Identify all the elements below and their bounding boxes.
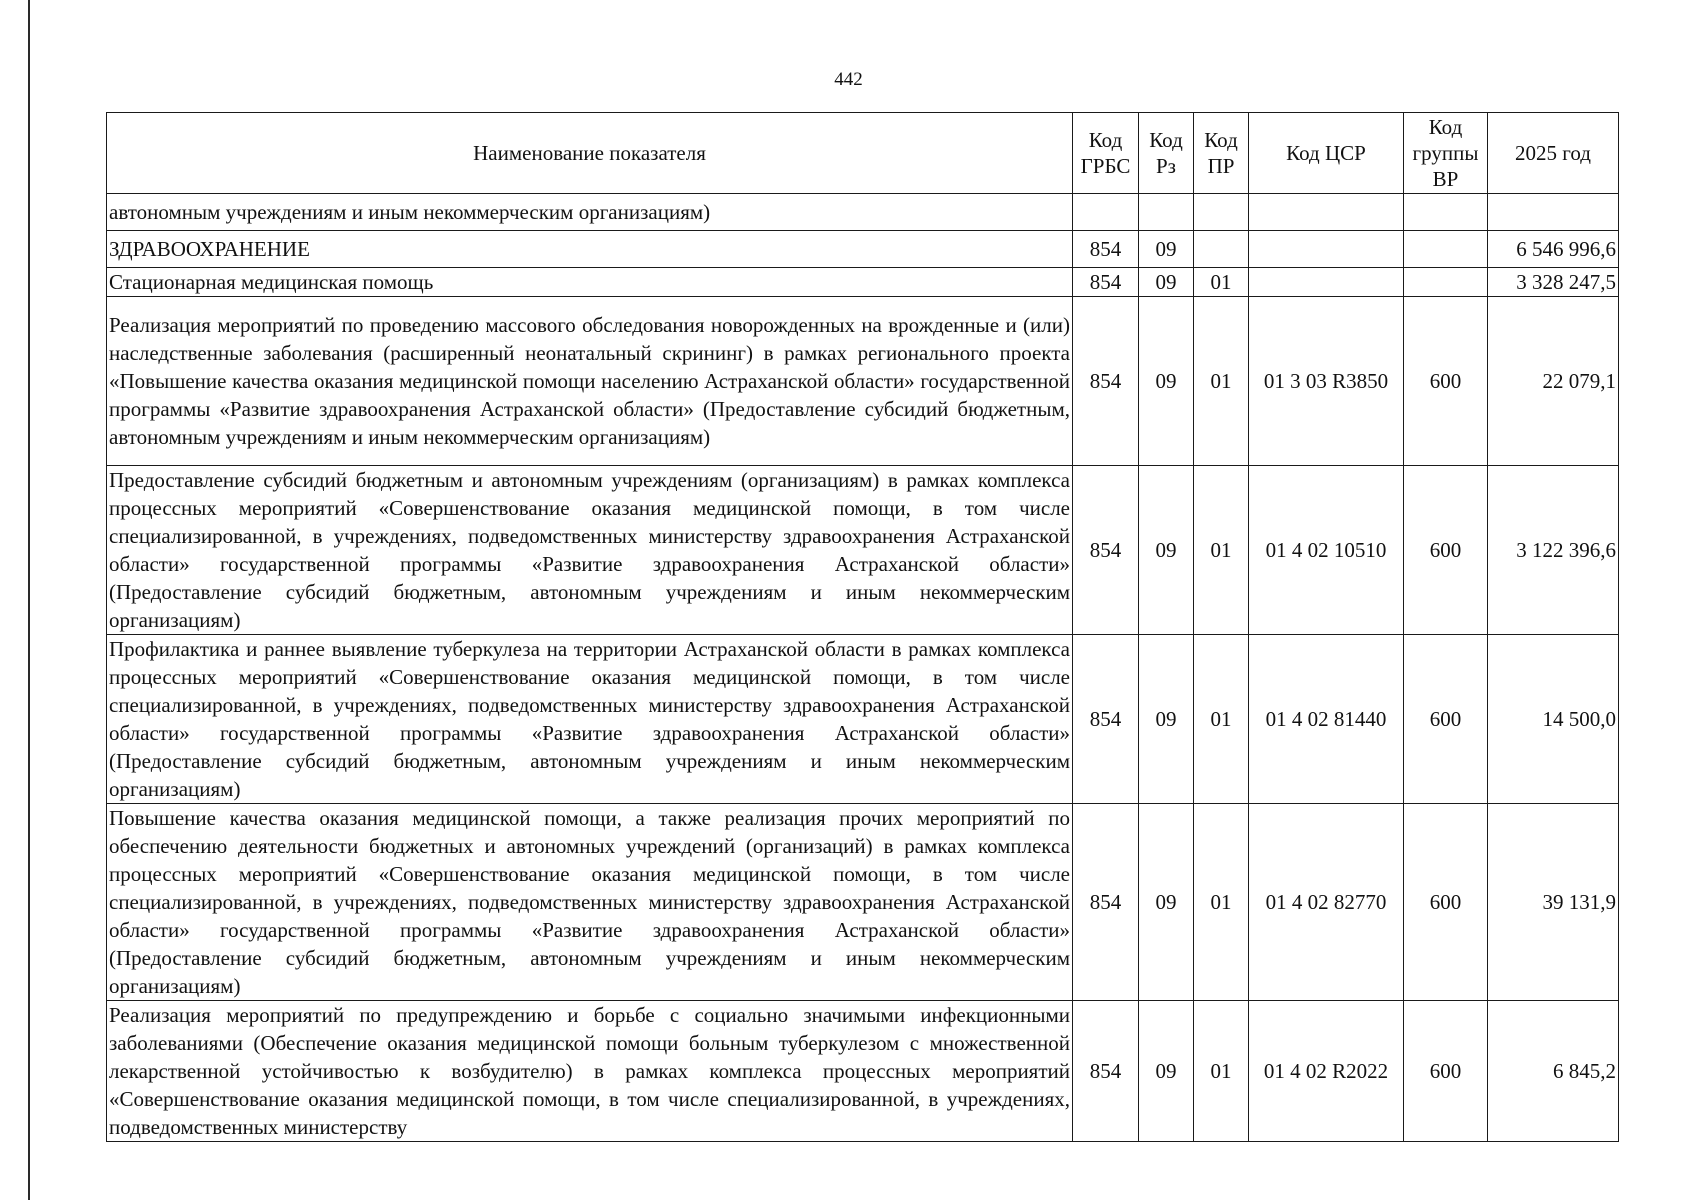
cell-vr <box>1404 231 1488 268</box>
header-grbs: Код ГРБС <box>1073 113 1139 194</box>
table-row <box>107 231 1619 268</box>
cell-name: Реализация мероприятий по проведению массового обследования новорожденных на врожденные и (или) наследственные заболевания (расширенный неонатальный скрининг) в рамках регионального проекта «Повышение качества оказания медицинской помощи населению Астраханской области» государственной программы «Развитие здравоохранения Астраханской области» (Предоставление субсидий бюджетным, автономным учреждениям и иным некоммерческим организациям) <box>107 297 1073 466</box>
cell-grbs: 854 <box>1073 466 1139 635</box>
table-header <box>107 113 1619 194</box>
budget-table <box>106 112 1619 1142</box>
cell-vr: 600 <box>1404 466 1488 635</box>
cell-grbs: 854 <box>1073 297 1139 466</box>
cell-grbs: 854 <box>1073 1001 1139 1142</box>
table-row <box>107 1001 1619 1142</box>
cell-name: Предоставление субсидий бюджетным и автономным учреждениям (организациям) в рамках комплекса процессных мероприятий «Совершенствование оказания медицинской помощи, в том числе специализированной, в учреждениях, подведомственных министерству здравоохранения Астраханской области» государственной программы «Развитие здравоохранения Астраханской области» (Предоставление субсидий бюджетным, автономным учреждениям и иным некоммерческим организациям) <box>107 466 1073 635</box>
cell-csr: 01 4 02 81440 <box>1249 635 1404 804</box>
header-pr: Код ПР <box>1194 113 1249 194</box>
cell-rz <box>1139 194 1194 231</box>
cell-grbs: 854 <box>1073 268 1139 297</box>
page-number: 442 <box>834 69 863 90</box>
cell-name: Стационарная медицинская помощь <box>107 268 1073 297</box>
cell-name: автономным учреждениям и иным некоммерческим организациям) <box>107 194 1073 231</box>
cell-pr: 01 <box>1194 466 1249 635</box>
cell-csr: 01 4 02 R2022 <box>1249 1001 1404 1142</box>
cell-csr: 01 4 02 10510 <box>1249 466 1404 635</box>
cell-sum: 3 328 247,5 <box>1488 268 1619 297</box>
cell-pr: 01 <box>1194 1001 1249 1142</box>
cell-csr <box>1249 194 1404 231</box>
cell-vr: 600 <box>1404 297 1488 466</box>
table-row <box>107 466 1619 635</box>
cell-name: Повышение качества оказания медицинской помощи, а также реализация прочих мероприятий по обеспечению деятельности бюджетных и автономных учреждений (организаций) в рамках комплекса процессных мероприятий «Совершенствование оказания медицинской помощи, в том числе специализированной, в учреждениях, подведомственных министерству здравоохранения Астраханской области» государственной программы «Развитие здравоохранения Астраханской области» (Предоставление субсидий бюджетным, автономным учреждениям и иным некоммерческим организациям) <box>107 804 1073 1001</box>
cell-rz: 09 <box>1139 804 1194 1001</box>
cell-pr: 01 <box>1194 635 1249 804</box>
cell-grbs <box>1073 194 1139 231</box>
cell-pr <box>1194 194 1249 231</box>
header-name: Наименование показателя <box>107 113 1073 194</box>
table-row <box>107 268 1619 297</box>
cell-rz: 09 <box>1139 297 1194 466</box>
cell-grbs: 854 <box>1073 635 1139 804</box>
cell-vr: 600 <box>1404 804 1488 1001</box>
cell-vr: 600 <box>1404 1001 1488 1142</box>
header-vr: Код группы ВР <box>1404 113 1488 194</box>
cell-vr <box>1404 194 1488 231</box>
cell-sum: 6 546 996,6 <box>1488 231 1619 268</box>
cell-sum: 39 131,9 <box>1488 804 1619 1001</box>
cell-pr: 01 <box>1194 804 1249 1001</box>
cell-pr: 01 <box>1194 268 1249 297</box>
cell-grbs: 854 <box>1073 804 1139 1001</box>
cell-name: ЗДРАВООХРАНЕНИЕ <box>107 231 1073 268</box>
table-row <box>107 635 1619 804</box>
cell-rz: 09 <box>1139 635 1194 804</box>
cell-rz: 09 <box>1139 231 1194 268</box>
header-year: 2025 год <box>1488 113 1619 194</box>
cell-rz: 09 <box>1139 268 1194 297</box>
table-row <box>107 804 1619 1001</box>
table-row <box>107 194 1619 231</box>
cell-sum: 6 845,2 <box>1488 1001 1619 1142</box>
cell-name: Профилактика и раннее выявление туберкулеза на территории Астраханской области в рамках комплекса процессных мероприятий «Совершенствование оказания медицинской помощи, в том числе специализированной, в учреждениях, подведомственных министерству здравоохранения Астраханской области» государственной программы «Развитие здравоохранения Астраханской области» (Предоставление субсидий бюджетным, автономным учреждениям и иным некоммерческим организациям) <box>107 635 1073 804</box>
cell-name: Реализация мероприятий по предупреждению и борьбе с социально значимыми инфекционными заболеваниями (Обеспечение оказания медицинской помощи больным туберкулезом с множественной лекарственной устойчивостью к возбудителю) в рамках комплекса процессных мероприятий «Совершенствование оказания медицинской помощи, в том числе специализированной, в учреждениях, подведомственных министерству <box>107 1001 1073 1142</box>
header-row <box>107 113 1619 194</box>
cell-sum: 22 079,1 <box>1488 297 1619 466</box>
cell-vr: 600 <box>1404 635 1488 804</box>
page-binding-line <box>28 0 30 1200</box>
cell-pr <box>1194 231 1249 268</box>
cell-pr: 01 <box>1194 297 1249 466</box>
table-row <box>107 297 1619 466</box>
cell-csr <box>1249 231 1404 268</box>
cell-sum: 3 122 396,6 <box>1488 466 1619 635</box>
cell-grbs: 854 <box>1073 231 1139 268</box>
header-csr: Код ЦСР <box>1249 113 1404 194</box>
cell-csr: 01 3 03 R3850 <box>1249 297 1404 466</box>
table-body <box>107 194 1619 1142</box>
header-rz: Код Рз <box>1139 113 1194 194</box>
cell-csr <box>1249 268 1404 297</box>
cell-rz: 09 <box>1139 1001 1194 1142</box>
cell-vr <box>1404 268 1488 297</box>
cell-sum <box>1488 194 1619 231</box>
cell-rz: 09 <box>1139 466 1194 635</box>
cell-csr: 01 4 02 82770 <box>1249 804 1404 1001</box>
cell-sum: 14 500,0 <box>1488 635 1619 804</box>
